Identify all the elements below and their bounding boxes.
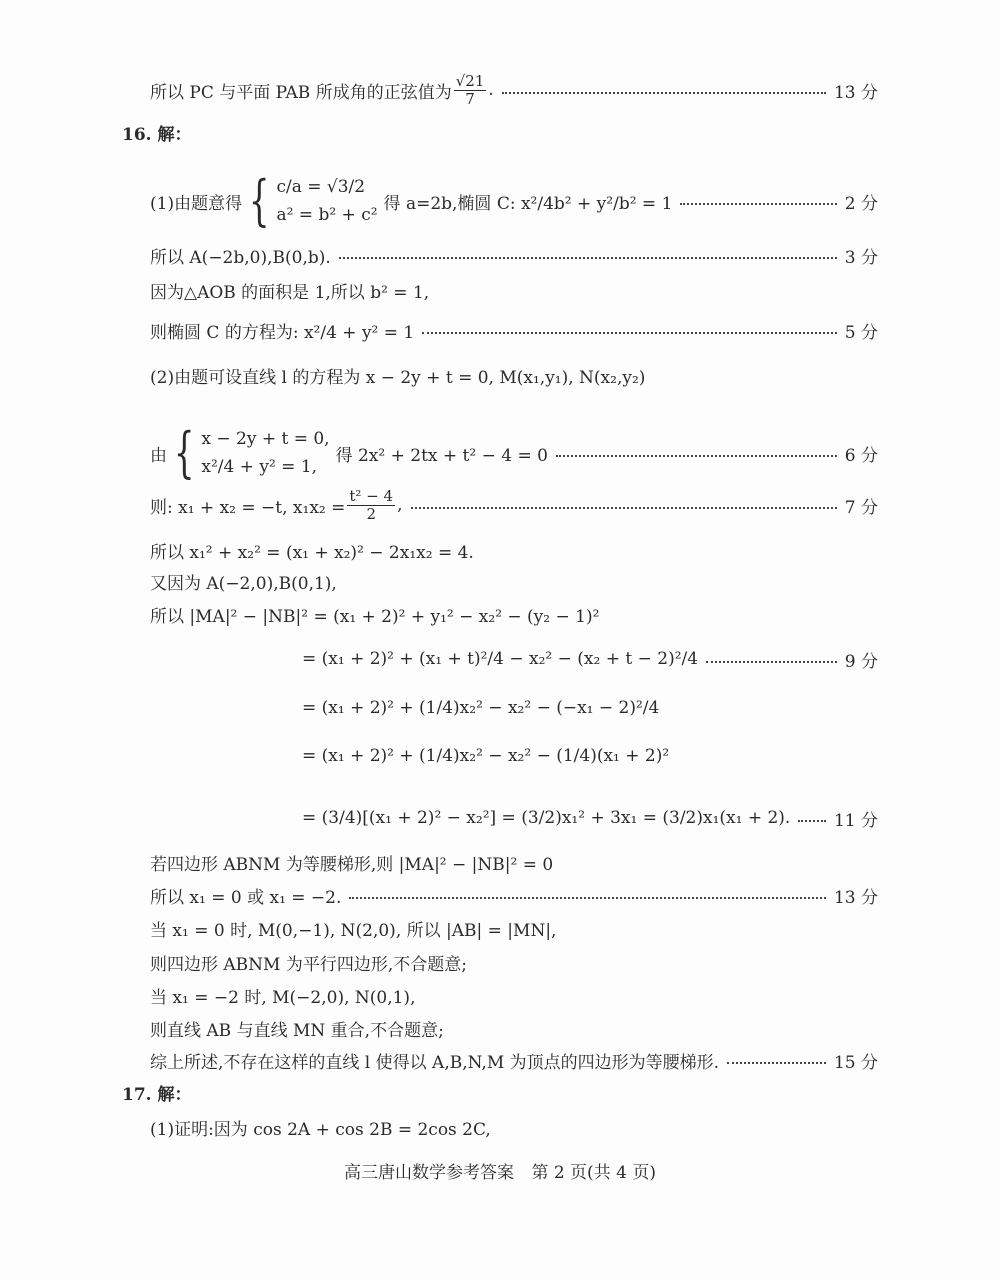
line-text: 所以 PC 与平面 PAB 所成角的正弦值为 [150, 82, 452, 103]
dot-leader [680, 203, 836, 205]
fraction [347, 488, 395, 522]
solution-line [150, 913, 878, 943]
system-rows [201, 429, 329, 477]
score-label: 13 分 [833, 82, 878, 103]
solution-line [122, 117, 878, 147]
solution-line [150, 240, 878, 270]
score-label: 15 分 [833, 1052, 878, 1073]
line-text: 则直线 AB 与直线 MN 重合,不合题意; [150, 1020, 444, 1041]
system-equation: x²/4 + y² = 1, [201, 457, 318, 477]
line-text: 综上所述,不存在这样的直线 l 使得以 A,B,N,M 为顶点的四边形为等腰梯形. [150, 1052, 720, 1073]
brace-symbol: { [248, 169, 270, 232]
line-text: 则: x₁ + x₂ = −t, x₁x₂ = [150, 497, 346, 518]
line-text-continued: , [397, 495, 403, 515]
line-text: 由 [150, 445, 167, 466]
line-text-continued: . [488, 80, 494, 100]
solution-line [302, 693, 878, 723]
solution-line [302, 644, 878, 674]
line-text: 所以 x₁² + x₂² = (x₁ + x₂)² − 2x₁x₂ = 4. [150, 542, 474, 563]
fraction [454, 73, 487, 107]
solution-line [150, 360, 878, 390]
score-label: 11 分 [833, 810, 878, 831]
system-equation: a² = b² + c² [276, 205, 378, 225]
solution-line [150, 72, 878, 108]
line-text: 当 x₁ = 0 时, M(0,−1), N(2,0), 所以 |AB| = |MN|, [150, 920, 557, 941]
solution-line [150, 1013, 878, 1043]
dot-leader [339, 257, 837, 259]
fraction-numerator: t² − 4 [349, 487, 394, 505]
line-text: (1)证明:因为 cos 2A + cos 2B = 2cos 2C, [150, 1119, 491, 1140]
solution-line [150, 535, 878, 565]
solution-line [302, 741, 878, 771]
score-label: 9 分 [844, 651, 878, 672]
solution-line [150, 980, 878, 1010]
solution-line [150, 847, 878, 877]
brace-symbol: { [173, 421, 195, 484]
line-text: 17. 解： [122, 1084, 192, 1105]
solution-line [150, 275, 878, 305]
score-label: 5 分 [844, 322, 878, 343]
solution-line [150, 1112, 878, 1142]
page-footer [0, 1158, 1000, 1183]
system-rows [276, 177, 377, 225]
equation-system [242, 169, 378, 232]
line-text: 若四边形 ABNM 为等腰梯形,则 |MA|² − |NB|² = 0 [150, 854, 554, 875]
line-text: 又因为 A(−2,0),B(0,1), [150, 573, 337, 594]
fraction-denominator: 7 [465, 89, 475, 108]
solution-line [150, 315, 878, 345]
system-equation: x − 2y + t = 0, [201, 429, 330, 449]
score-label: 7 分 [844, 497, 878, 518]
fraction-denominator: 2 [366, 504, 377, 523]
footer-page-number: 第 2 页(共 4 页) [531, 1163, 656, 1183]
fraction-numerator: √21 [455, 72, 485, 90]
system-equation: c/a = √3/2 [276, 177, 366, 197]
line-text: 所以 A(−2b,0),B(0,b). [150, 247, 331, 268]
dot-leader [798, 820, 826, 822]
solution-line [150, 1045, 878, 1075]
dot-leader [502, 92, 826, 94]
solution-line [302, 803, 878, 833]
line-text: (2)由题可设直线 l 的方程为 x − 2y + t = 0, M(x₁,y₁), N(x₂,y₂) [150, 367, 646, 388]
line-text: (1)由题意得 [150, 193, 243, 214]
solution-line [150, 487, 878, 523]
line-text: = (3/4)[(x₁ + 2)² − x₂²] = (3/2)x₁² + 3x₁ = (3/2)x₁(x₁ + 2). [302, 808, 791, 828]
solution-line [150, 599, 878, 629]
dot-leader [706, 661, 837, 663]
line-text: 则椭圆 C 的方程为: x²/4 + y² = 1 [150, 322, 415, 343]
line-text: 所以 |MA|² − |NB|² = (x₁ + 2)² + y₁² − x₂² − (y₂ − 1)² [150, 606, 600, 627]
line-text: 16. 解： [122, 124, 192, 145]
solution-line [150, 947, 878, 977]
line-text: 则四边形 ABNM 为平行四边形,不合题意; [150, 954, 467, 975]
solution-line [150, 420, 878, 486]
solution-line [150, 566, 878, 596]
dot-leader [556, 455, 837, 457]
solution-line [150, 168, 878, 234]
dot-leader [727, 1062, 826, 1064]
line-text-continued: 得 a=2b,椭圆 C: x²/4b² + y²/b² = 1 [383, 193, 673, 214]
footer-title: 高三唐山数学参考答案 [344, 1163, 515, 1183]
dot-leader [349, 897, 826, 899]
line-text: = (x₁ + 2)² + (x₁ + t)²/4 − x₂² − (x₂ + t − 2)²/4 [302, 649, 699, 669]
line-text: 所以 x₁ = 0 或 x₁ = −2. [150, 887, 342, 908]
equation-system [167, 421, 330, 484]
line-text-continued: 得 2x² + 2tx + t² − 4 = 0 [335, 445, 548, 466]
score-label: 13 分 [833, 887, 878, 908]
line-text: = (x₁ + 2)² + (1/4)x₂² − x₂² − (−x₁ − 2)²/4 [302, 698, 660, 718]
solution-line [150, 880, 878, 910]
dot-leader [422, 332, 837, 334]
dot-leader [411, 507, 837, 509]
line-text: 当 x₁ = −2 时, M(−2,0), N(0,1), [150, 987, 416, 1008]
score-label: 2 分 [844, 193, 878, 214]
score-label: 6 分 [844, 445, 878, 466]
score-label: 3 分 [844, 247, 878, 268]
solution-line [122, 1077, 878, 1107]
line-text: = (x₁ + 2)² + (1/4)x₂² − x₂² − (1/4)(x₁ + 2)² [302, 746, 670, 766]
line-text: 因为△AOB 的面积是 1,所以 b² = 1, [150, 282, 430, 303]
